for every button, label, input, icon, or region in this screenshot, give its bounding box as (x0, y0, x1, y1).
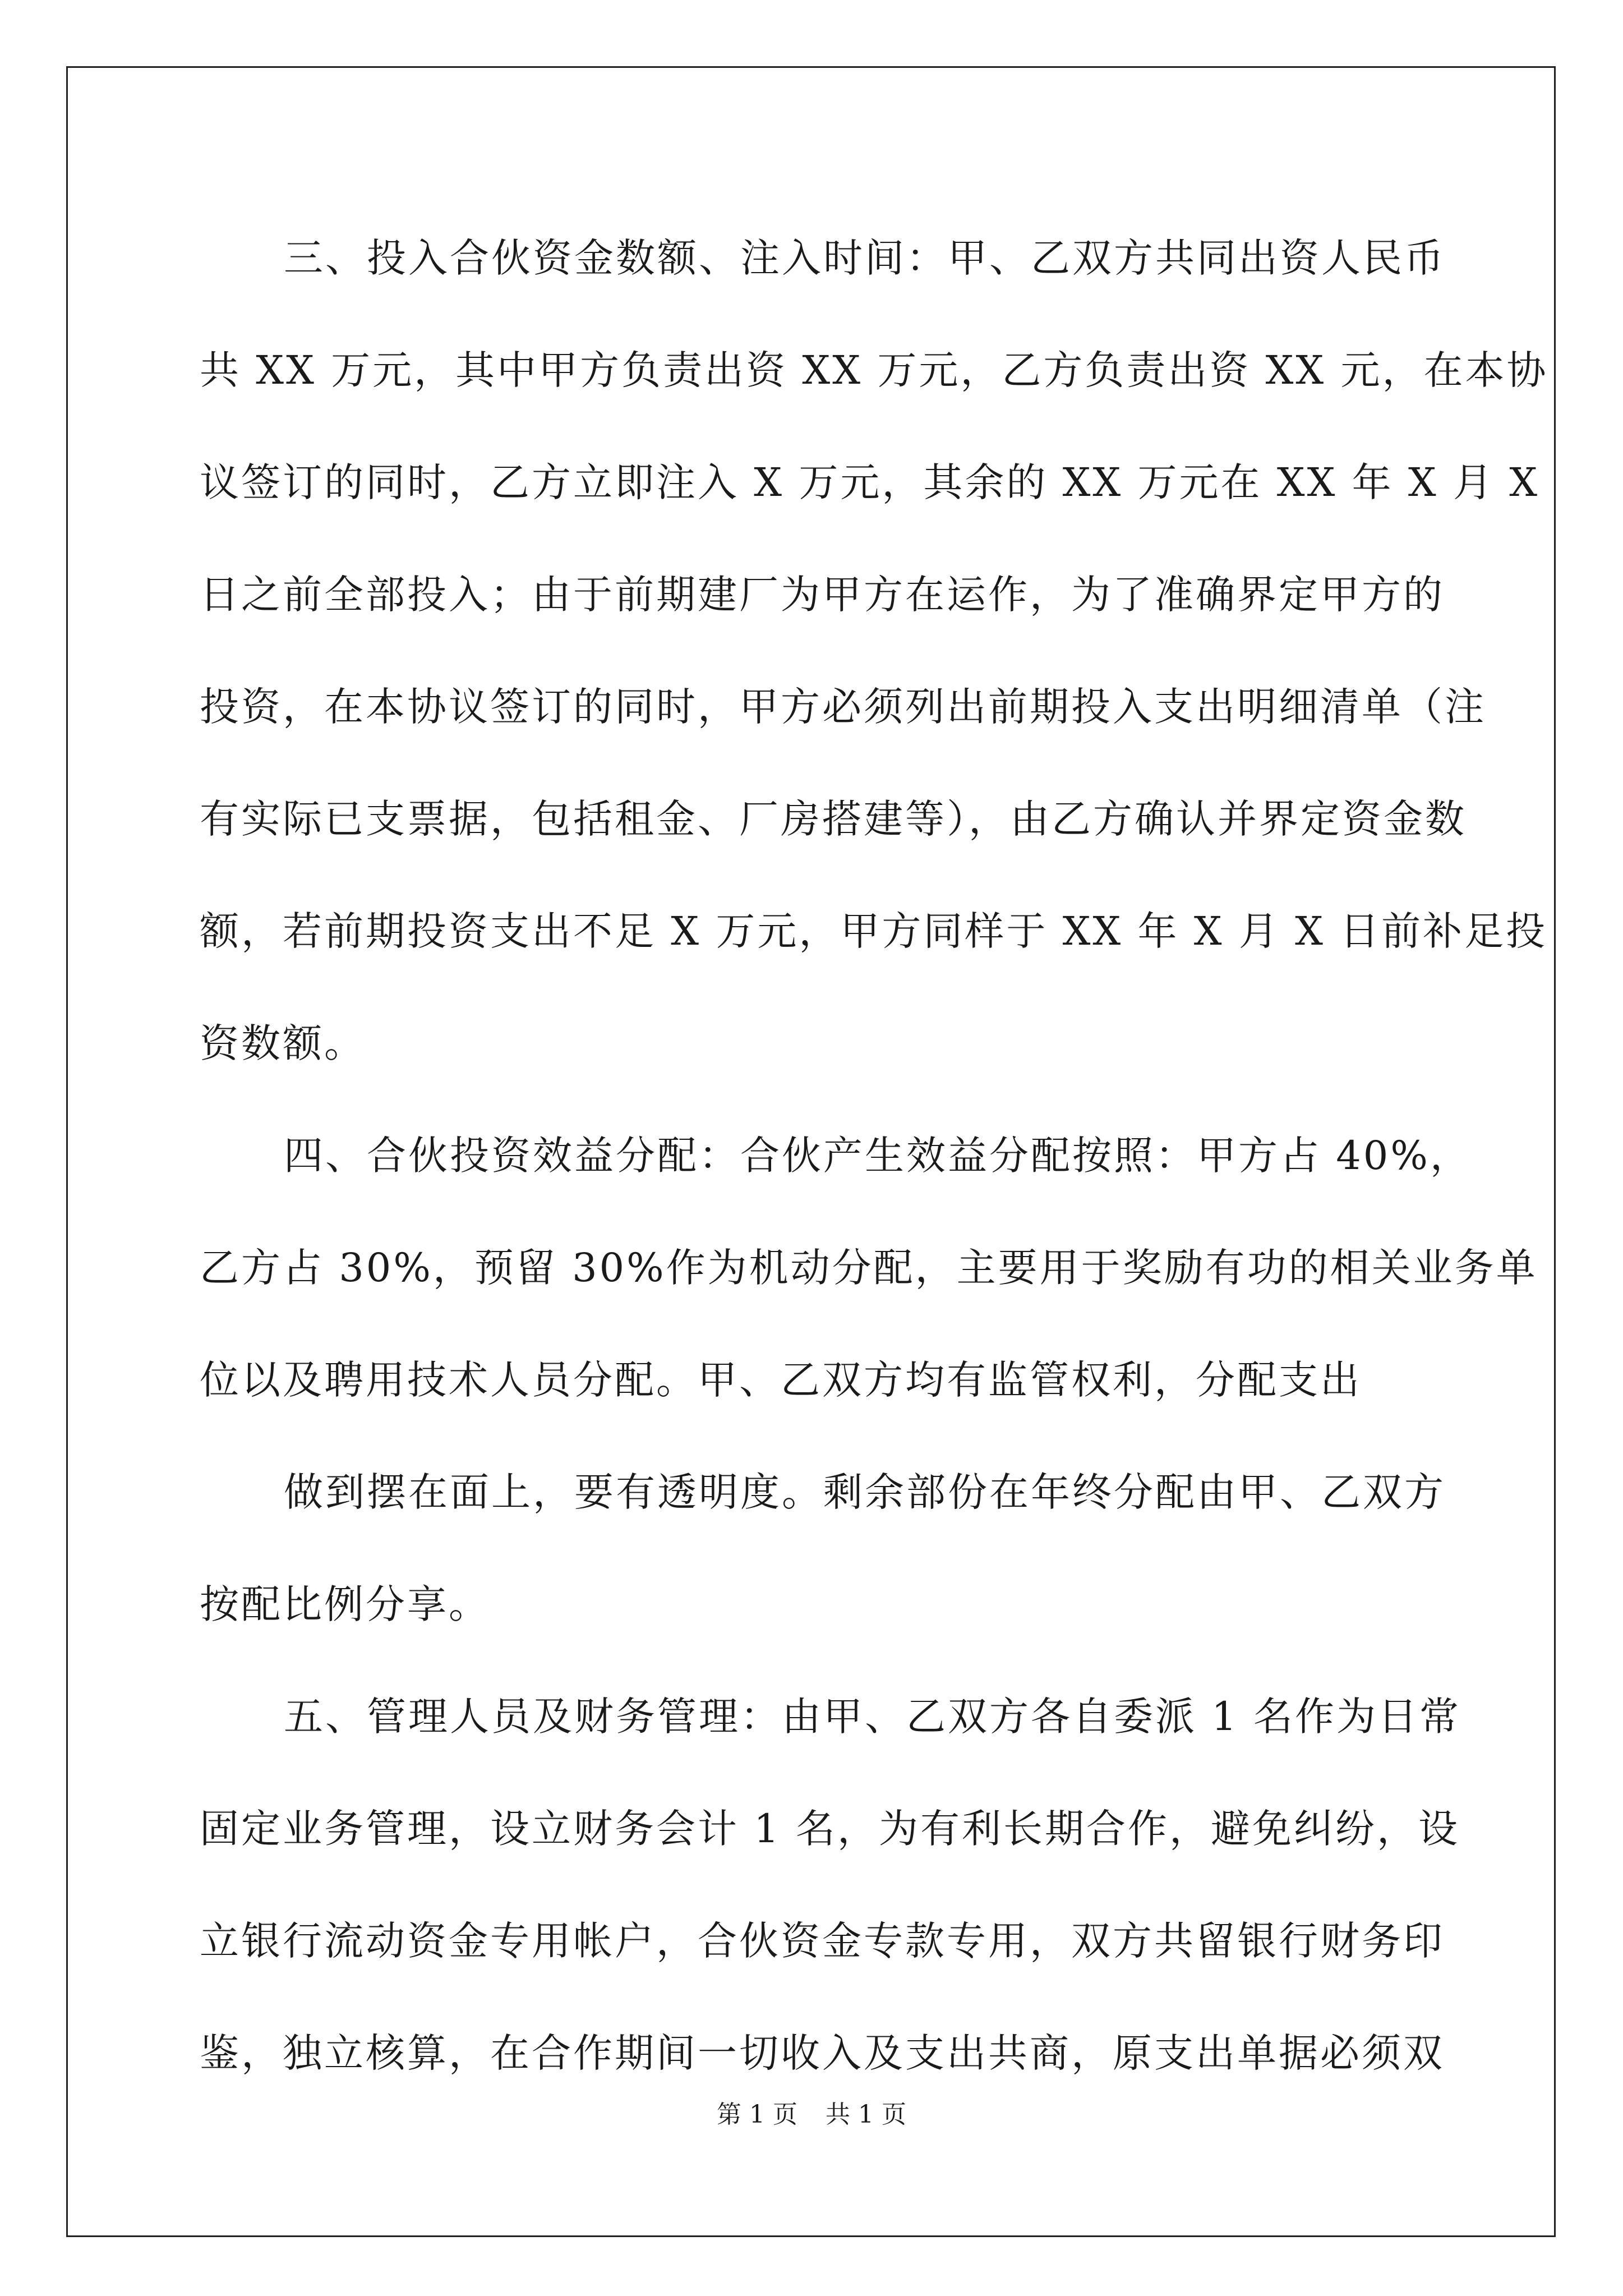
paragraph-section-4 (200, 1099, 1538, 1436)
text-line: 位以及聘用技术人员分配。甲、乙双方均有监管权利，分配支出 (200, 1357, 1362, 1403)
text-line: 固定业务管理，设立财务会计 1 名，为有利长期合作，避免纠纷，设 (200, 1806, 1460, 1852)
text-line: 有实际已支票据，包括租金、厂房搭建等），由乙方确认并界定资金数 (200, 796, 1467, 842)
text-line: 共 XX 万元，其中甲方负责出资 XX 万元，乙方负责出资 XX 元，在本协 (200, 347, 1548, 393)
text-line: 立银行流动资金专用帐户，合伙资金专款专用，双方共留银行财务印 (200, 1918, 1445, 1964)
text-line: 议签订的同时，乙方立即注入 X 万元，其余的 XX 万元在 XX 年 X 月 X (200, 459, 1540, 505)
page-number: 第 1 页 (717, 2100, 797, 2129)
text-line: 乙方占 30%，预留 30%作为机动分配，主要用于奖励有功的相关业务单 (200, 1245, 1538, 1291)
text-line: 鉴，独立核算，在合作期间一切收入及支出共商，原支出单据必须双 (200, 2030, 1445, 2076)
text-line: 资数额。 (200, 1020, 366, 1066)
text-line: 四、合伙投资效益分配：合伙产生效益分配按照：甲方占 40%， (284, 1133, 1472, 1179)
text-line: 日之前全部投入；由于前期建厂为甲方在运作，为了准确界定甲方的 (200, 572, 1445, 618)
text-line: 投资，在本协议签订的同时，甲方必须列出前期投入支出明细清单（注 (200, 684, 1486, 730)
text-line: 三、投入合伙资金数额、注入时间：甲、乙双方共同出资人民币 (284, 235, 1446, 281)
page-footer (0, 2098, 1623, 2132)
page-total: 共 1 页 (826, 2100, 906, 2129)
text-line: 按配比例分享。 (200, 1581, 490, 1627)
paragraph-section-5 (200, 1660, 1461, 2109)
text-line: 五、管理人员及财务管理：由甲、乙双方各自委派 1 名作为日常 (284, 1694, 1461, 1740)
paragraph-section-4-continued (200, 1436, 1446, 1660)
paragraph-section-3 (200, 202, 1548, 1099)
text-line: 额，若前期投资支出不足 X 万元，甲方同样于 XX 年 X 月 X 日前补足投 (200, 908, 1548, 954)
text-line: 做到摆在面上，要有透明度。剩余部份在年终分配由甲、乙双方 (284, 1469, 1446, 1515)
document-body (200, 202, 1548, 2109)
